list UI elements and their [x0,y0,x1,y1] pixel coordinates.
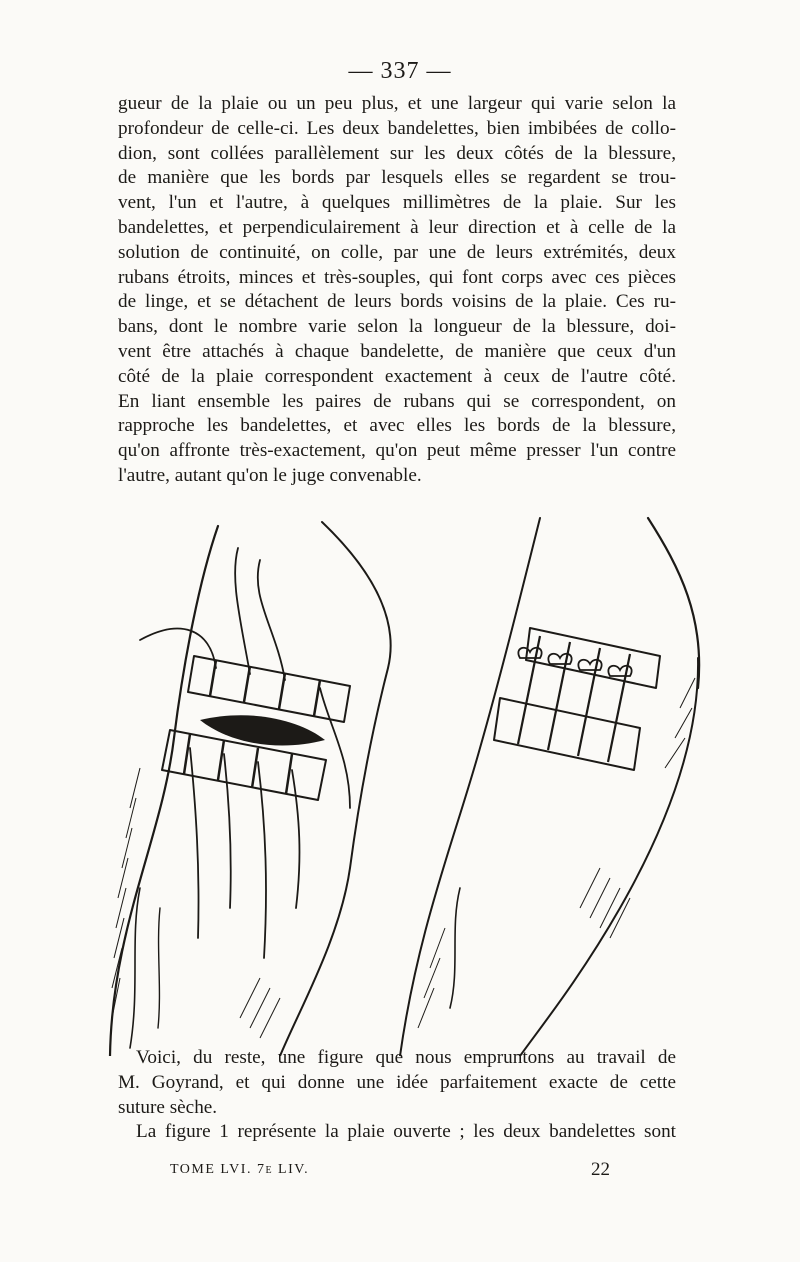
text-line: rubans étroits, minces et très-souples, qui font corps avec ces pièces [118,266,676,288]
text-line: profondeur de celle-ci. Les deux bandelettes, bien imbibées de collo- [118,117,676,139]
text-line: vent être attachés à chaque bandelette, de manière que ceux d'un [118,340,676,362]
text-line: bans, dont le nombre varie selon la longueur de la blessure, doi- [118,316,676,338]
text-line: rapproche les bandelettes, et avec elles les bords de la blessure, [118,415,676,437]
text-line: gueur de la plaie ou un peu plus, et une largeur qui varie selon la [118,93,676,114]
suture-illustration [100,508,720,1056]
text-line: bandelettes, et perpendiculairement à leur direction et à celle de la [118,216,676,238]
paragraph-bottom [118,1046,676,1145]
suture-engraving [100,508,720,1056]
signature-mark: TOME LVI. 7e LIV. [170,1162,310,1177]
text-line: M. Goyrand, et qui donne une idée parfaitement exacte de cette [118,1071,676,1093]
sheet-number: 22 [591,1159,610,1180]
text-line: dion, sont collées parallèlement sur les deux côtés de la blessure, [118,142,676,164]
text-line: de linge, et se détachent de leurs bords voisins de la plaie. Ces ru- [118,291,676,313]
text-line: En liant ensemble les paires de rubans qui se correspondent, on [118,390,676,412]
text-line: La figure 1 représente la plaie ouverte ; les deux bandelettes sont [136,1121,676,1143]
text-line: Voici, du reste, une figure que nous empruntons au travail de [136,1047,676,1068]
text-line: qu'on affronte très-exactement, qu'on peut même presser l'un contre [118,440,676,462]
paragraph-top [118,92,676,489]
text-line: l'autre, autant qu'on le juge convenable. [118,464,422,486]
text-line: côté de la plaie correspondent exactement à ceux de l'autre côté. [118,365,676,387]
figure-1-open-wound [110,522,391,1056]
page-number: — 337 — [348,58,452,84]
text-line: suture sèche. [118,1096,218,1118]
text-line: vent, l'un et l'autre, à quelques millimètres de la plaie. Sur les [118,192,676,214]
figure-2-closed-suture [400,518,699,1056]
text-line: de manière que les bords par lesquels elles se regardent se trou- [118,167,676,189]
text-line: solution de continuité, on colle, par une de leurs extrémités, deux [118,241,676,263]
